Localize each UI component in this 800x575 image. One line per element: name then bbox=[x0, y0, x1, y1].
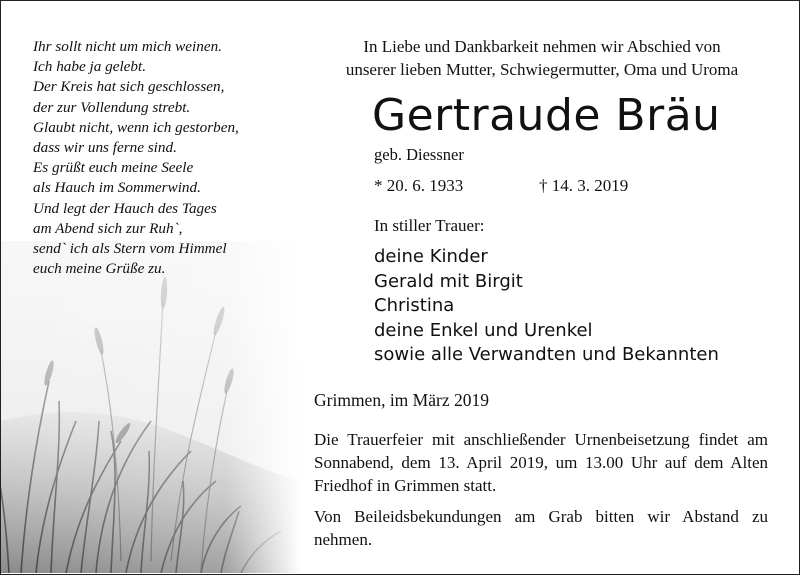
mourner: deine Enkel und Urenkel bbox=[374, 319, 593, 341]
poem-line: Es grüßt euch meine Seele bbox=[33, 159, 194, 177]
maiden-name: geb. Diessner bbox=[374, 145, 464, 164]
poem-line: Ich habe ja gelebt. bbox=[33, 58, 147, 76]
poem-line: Ihr sollt nicht um mich weinen. bbox=[33, 38, 222, 55]
mourner: sowie alle Verwandten und Bekannten bbox=[374, 344, 719, 365]
poem-line: euch meine Grüße zu. bbox=[33, 260, 166, 278]
grass-photo bbox=[1, 1, 301, 573]
life-dates bbox=[374, 176, 629, 196]
poem-line: Und legt der Hauch des Tages bbox=[33, 199, 217, 217]
mourner: Christina bbox=[374, 295, 455, 316]
death-date: † 14. 3. 2019 bbox=[539, 176, 629, 195]
poem bbox=[33, 37, 293, 279]
mourning-label: In stiller Trauer: bbox=[374, 216, 485, 235]
intro bbox=[314, 35, 770, 81]
place-date: Grimmen, im März 2019 bbox=[314, 390, 489, 410]
intro-line: In Liebe und Dankbarkeit nehmen wir Abschied von bbox=[363, 37, 721, 56]
funeral-info: Die Trauerfeier mit anschließender Urnenbeisetzung findet am Sonnabend, dem 13. April 2019, um 13.00 Uhr auf dem Alten Friedhof in Grimmen statt. bbox=[314, 430, 768, 495]
mourner: Gerald mit Birgit bbox=[374, 270, 523, 292]
poem-line: send` ich als Stern vom Himmel bbox=[33, 240, 227, 258]
intro-line: unserer lieben Mutter, Schwiegermutter, Oma und Uroma bbox=[345, 60, 739, 79]
poem-line: am Abend sich zur Ruh`, bbox=[33, 219, 183, 237]
poem-line: Glaubt nicht, wenn ich gestorben, bbox=[33, 118, 239, 136]
condolence-note: Von Beileidsbekundungen am Grab bitten wir Abstand zu nehmen. bbox=[314, 507, 768, 549]
poem-line: der zur Vollendung strebt. bbox=[33, 98, 191, 116]
mourners-list bbox=[374, 245, 719, 368]
deceased-name: Gertraude Bräu bbox=[372, 90, 721, 141]
mourner: deine Kinder bbox=[374, 246, 488, 267]
poem-line: dass wir uns ferne sind. bbox=[33, 139, 177, 157]
poem-line: als Hauch im Sommerwind. bbox=[33, 179, 201, 197]
poem-line: Der Kreis hat sich geschlossen, bbox=[33, 78, 225, 96]
birth-date: * 20. 6. 1933 bbox=[374, 176, 464, 195]
